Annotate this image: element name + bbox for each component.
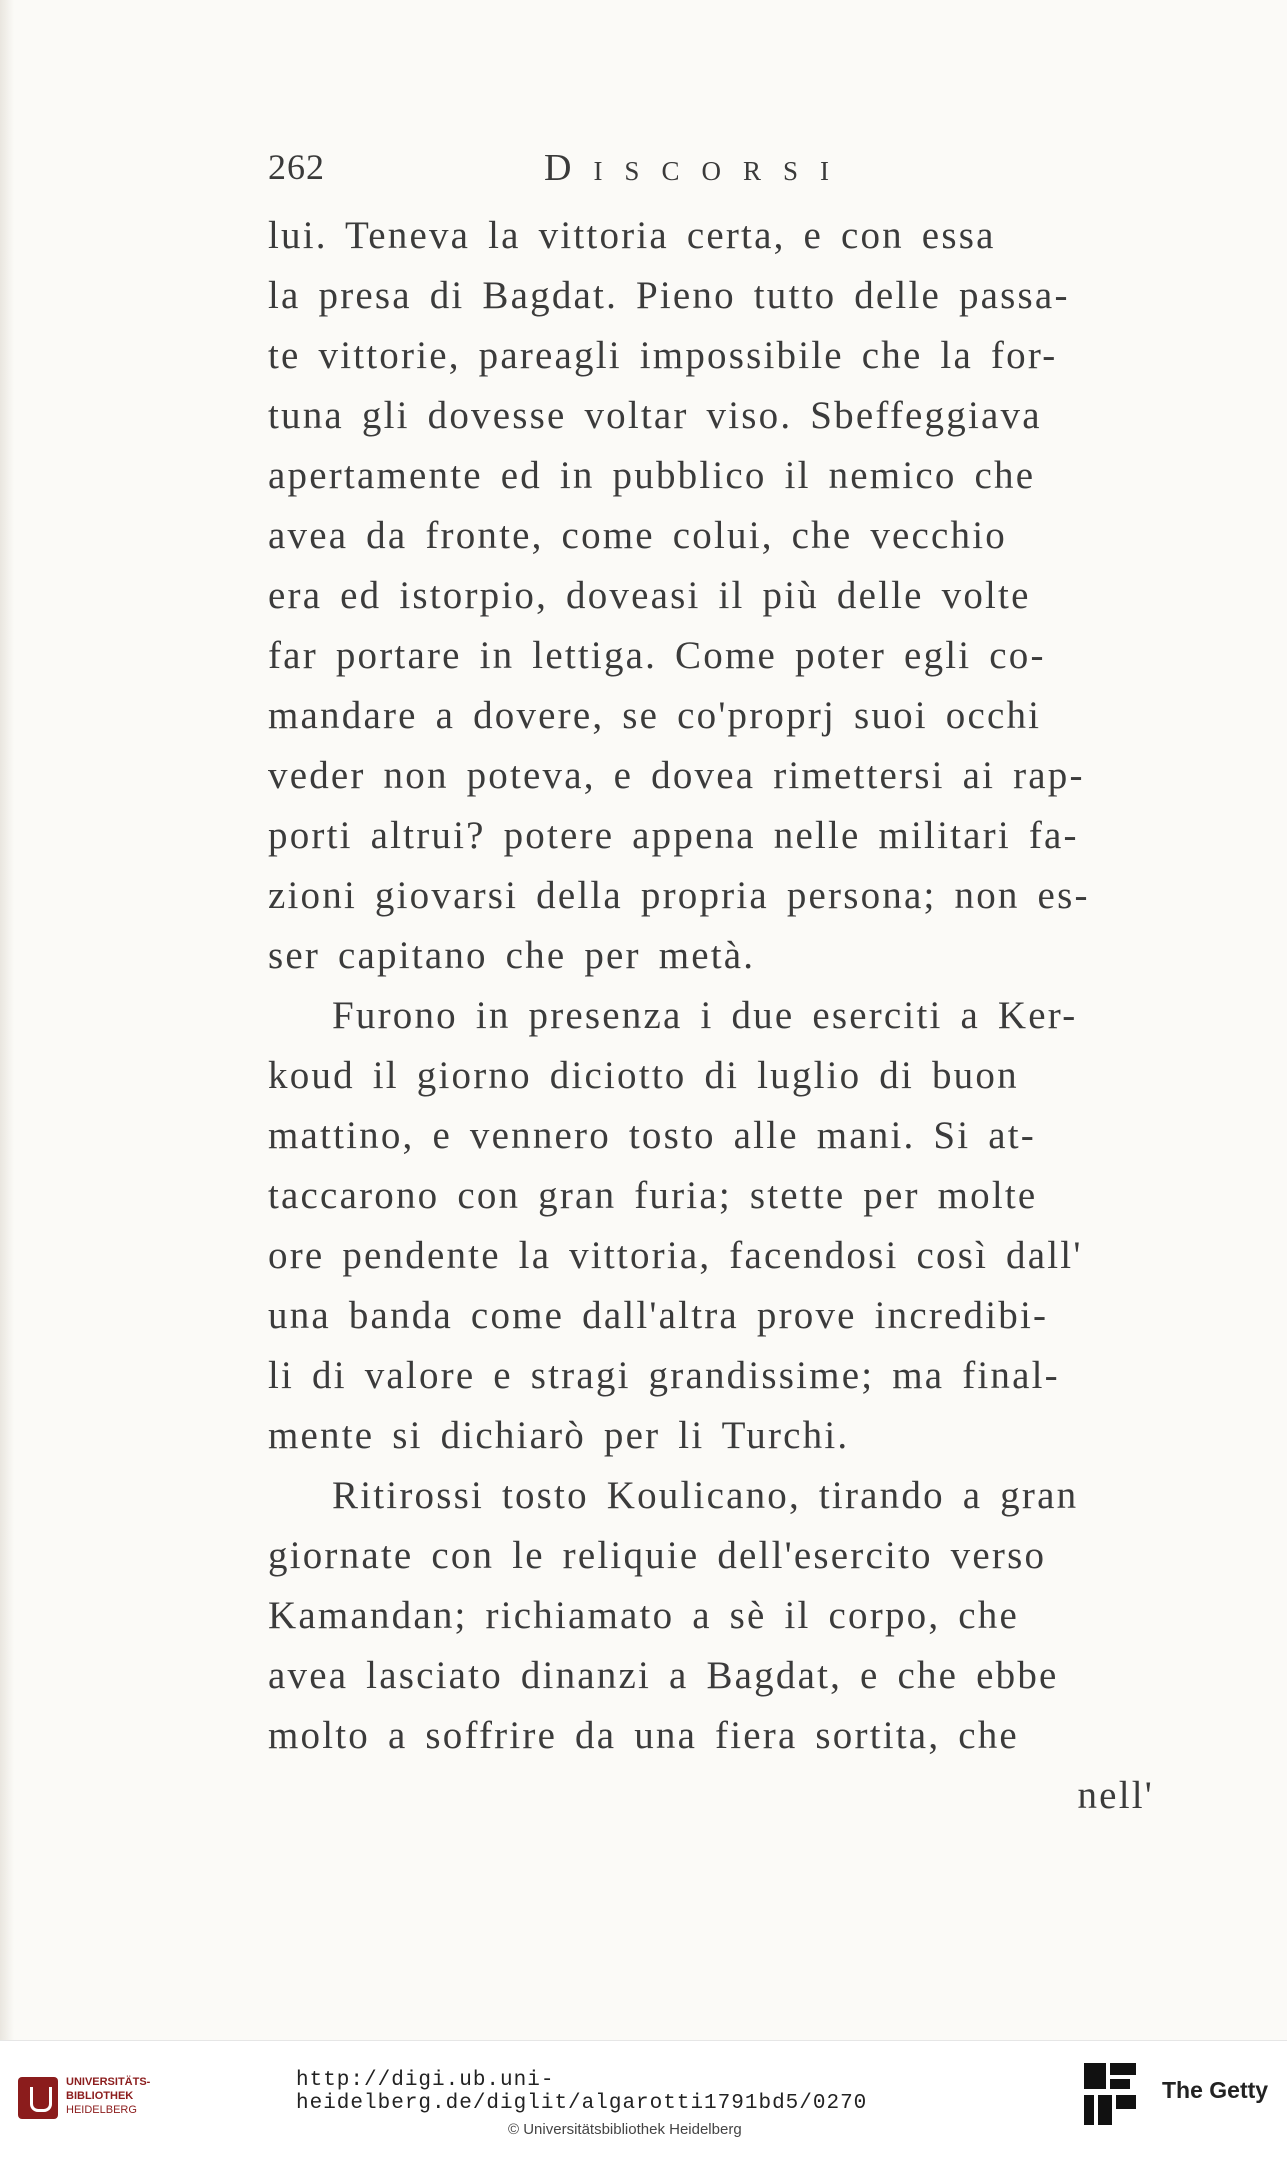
- text-line: veder non poteva, e dovea rimettersi ai rap-: [268, 754, 1085, 797]
- text-line: mattino, e vennero tosto alle mani. Si at-: [268, 1114, 1036, 1157]
- text-line: te vittorie, pareagli impossibile che la for-: [268, 334, 1058, 377]
- text-line: far portare in lettiga. Come poter egli co-: [268, 634, 1046, 677]
- paragraph-start-line: Furono in presenza i due eserciti a Ker-: [332, 994, 1078, 1037]
- text-line: avea lasciato dinanzi a Bagdat, e che ebbe: [268, 1654, 1059, 1697]
- catchword: nell': [1077, 1774, 1154, 1817]
- running-title: Discorsi: [544, 147, 851, 189]
- text-line: avea da fronte, come colui, che vecchio: [268, 514, 1007, 557]
- getty-name[interactable]: The Getty: [1162, 2077, 1269, 2103]
- page-header: [268, 146, 908, 194]
- library-name-line: BIBLIOTHEK: [66, 2090, 134, 2102]
- library-name-line: HEIDELBERG: [66, 2104, 137, 2116]
- text-line: tuna gli dovesse voltar viso. Sbeffeggiava: [268, 394, 1042, 437]
- university-library-emblem-icon: [18, 2077, 58, 2119]
- permalink-url[interactable]: http://digi.ub.uni-heidelberg.de/diglit/algarotti1791bd5/0270: [296, 2069, 868, 2115]
- text-line: porti altrui? potere appena nelle militari fa-: [268, 814, 1079, 857]
- getty-logo-block: [1110, 2079, 1130, 2089]
- viewer-footer: [0, 2040, 1287, 2159]
- body-text: [268, 206, 1194, 1826]
- getty-logo-block: [1098, 2095, 1112, 2125]
- text-line: una banda come dall'altra prove incredibi-: [268, 1294, 1049, 1337]
- text-line: mandare a dovere, se co'proprj suoi occhi: [268, 694, 1042, 737]
- text-line: ser capitano che per metà.: [268, 934, 756, 977]
- paragraph-start-line: Ritirossi tosto Koulicano, tirando a gran: [332, 1474, 1079, 1517]
- text-line: li di valore e stragi grandissime; ma final-: [268, 1354, 1060, 1397]
- text-line: molto a soffrire da una fiera sortita, che: [268, 1714, 1019, 1757]
- library-name-line: UNIVERSITÄTS-: [66, 2076, 151, 2088]
- text-line: mente si dichiarò per li Turchi.: [268, 1414, 850, 1457]
- text-line: zioni giovarsi della propria persona; non es-: [268, 874, 1090, 917]
- getty-logo-block: [1084, 2063, 1106, 2089]
- getty-logo-icon[interactable]: [1084, 2063, 1136, 2125]
- text-line: Kamandan; richiamato a sè il corpo, che: [268, 1594, 1019, 1637]
- text-line: la presa di Bagdat. Pieno tutto delle passa-: [268, 274, 1070, 317]
- copyright-notice: © Universitätsbibliothek Heidelberg: [508, 2121, 742, 2138]
- text-line: ore pendente la vittoria, facendosi così dall': [268, 1234, 1083, 1277]
- text-line: taccarono con gran furia; stette per molte: [268, 1174, 1038, 1217]
- text-line: lui. Teneva la vittoria certa, e con essa: [268, 214, 996, 257]
- getty-logo-block: [1110, 2063, 1136, 2075]
- library-name: [66, 2075, 150, 2117]
- university-library-logo[interactable]: [18, 2073, 168, 2129]
- text-line: giornate con le reliquie dell'esercito verso: [268, 1534, 1047, 1577]
- getty-logo-block: [1084, 2095, 1094, 2125]
- page-edge-shadow: [0, 0, 14, 2040]
- getty-logo-block: [1116, 2095, 1136, 2109]
- text-line: apertamente ed in pubblico il nemico che: [268, 454, 1036, 497]
- text-line: koud il giorno diciotto di luglio di buon: [268, 1054, 1019, 1097]
- text-line: era ed istorpio, doveasi il più delle volte: [268, 574, 1031, 617]
- page-number: 262: [268, 147, 325, 187]
